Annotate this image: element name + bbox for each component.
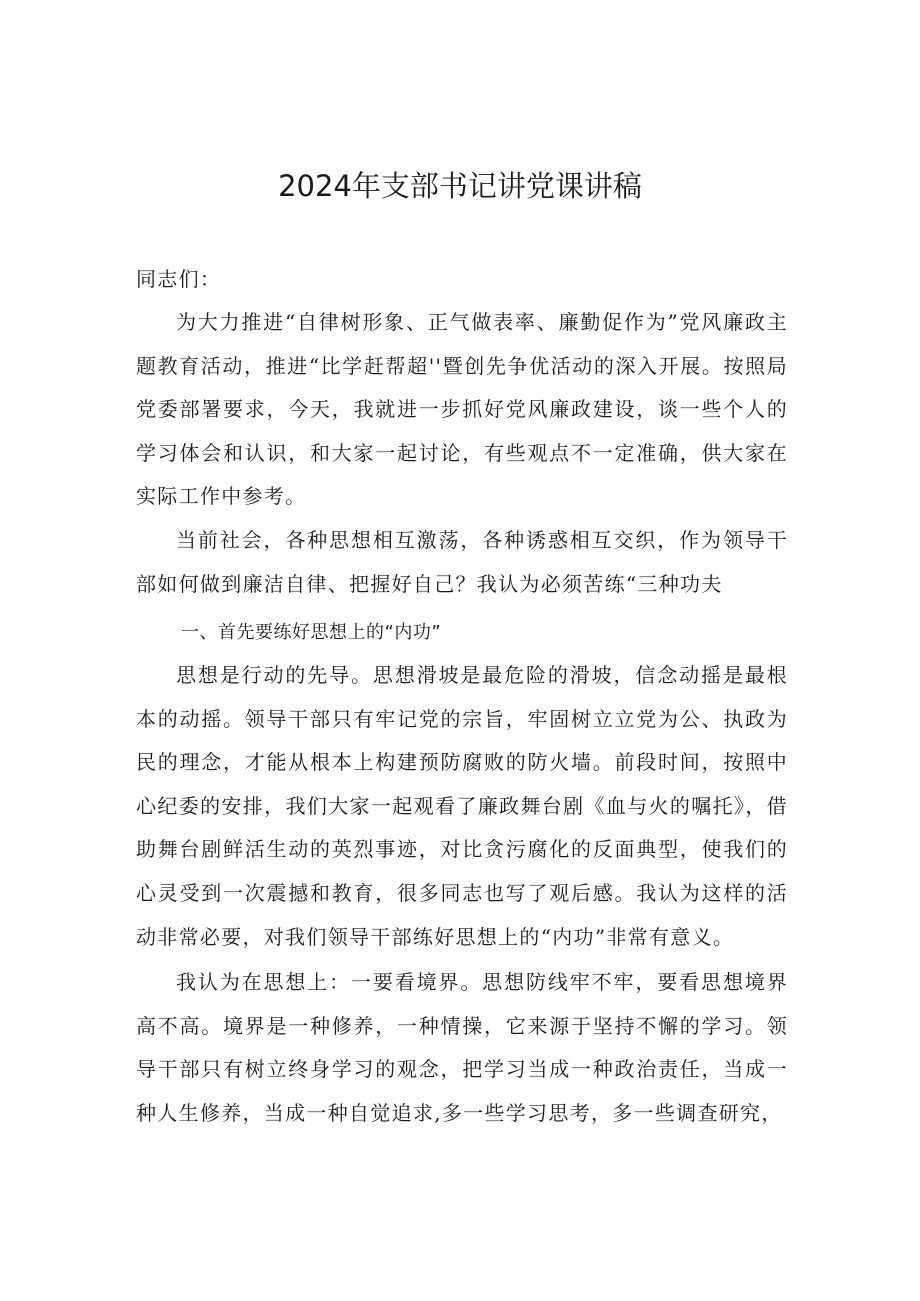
paragraph-section-2: 我认为在思想上：一要看境界。思想防线牢不牢，要看思想境界高不高。境界是一种修养，一种情操，它来源于坚持不懈的学习。领导干部只有树立终身学习的观念，把学习当成一种政治责任，当成一种人生修养，当成一种自觉追求,多一些学习思考，多一些调查研究， <box>136 970 788 1125</box>
paragraph-section-1: 思想是行动的先导。思想滑坡是最危险的滑坡，信念动摇是最根本的动摇。领导干部只有牢记党的宗旨，牢固树立立党为公、执政为民的理念，才能从根本上构建预防腐败的防火墙。前段时间，按照中心纪委的安排，我们大家一起观看了廉政舞台剧《血与火的嘱托》，借助舞台剧鲜活生动的英烈事迹，对比贪污腐化的反面典型，使我们的心灵受到一次震撼和教育，很多同志也写了观后感。我认为这样的活动非常必要，对我们领导干部练好思想上的“内功”非常有意义。 <box>136 663 788 949</box>
salutation: 同志们： <box>136 267 222 291</box>
document-title: 2024年支部书记讲党课讲稿 <box>278 169 642 203</box>
paragraph-context: 当前社会，各种思想相互激荡，各种诱惑相互交织，作为领导干部如何做到廉洁自律、把握好自己？我认为必须苦练“三种功夫 <box>136 528 788 596</box>
paragraph-intro: 为大力推进“自律树形象、正气做表率、廉勤促作为”党风廉政主题教育活动，推进“比学赶帮超''暨创先争优活动的深入开展。按照局党委部署要求，今天，我就进一步抓好党风廉政建设，谈一些个人的学习体会和认识，和大家一起讨论，有些观点不一定准确，供大家在实际工作中参考。 <box>136 310 788 509</box>
section-heading: 一、首先要练好思想上的“内功” <box>181 622 442 643</box>
